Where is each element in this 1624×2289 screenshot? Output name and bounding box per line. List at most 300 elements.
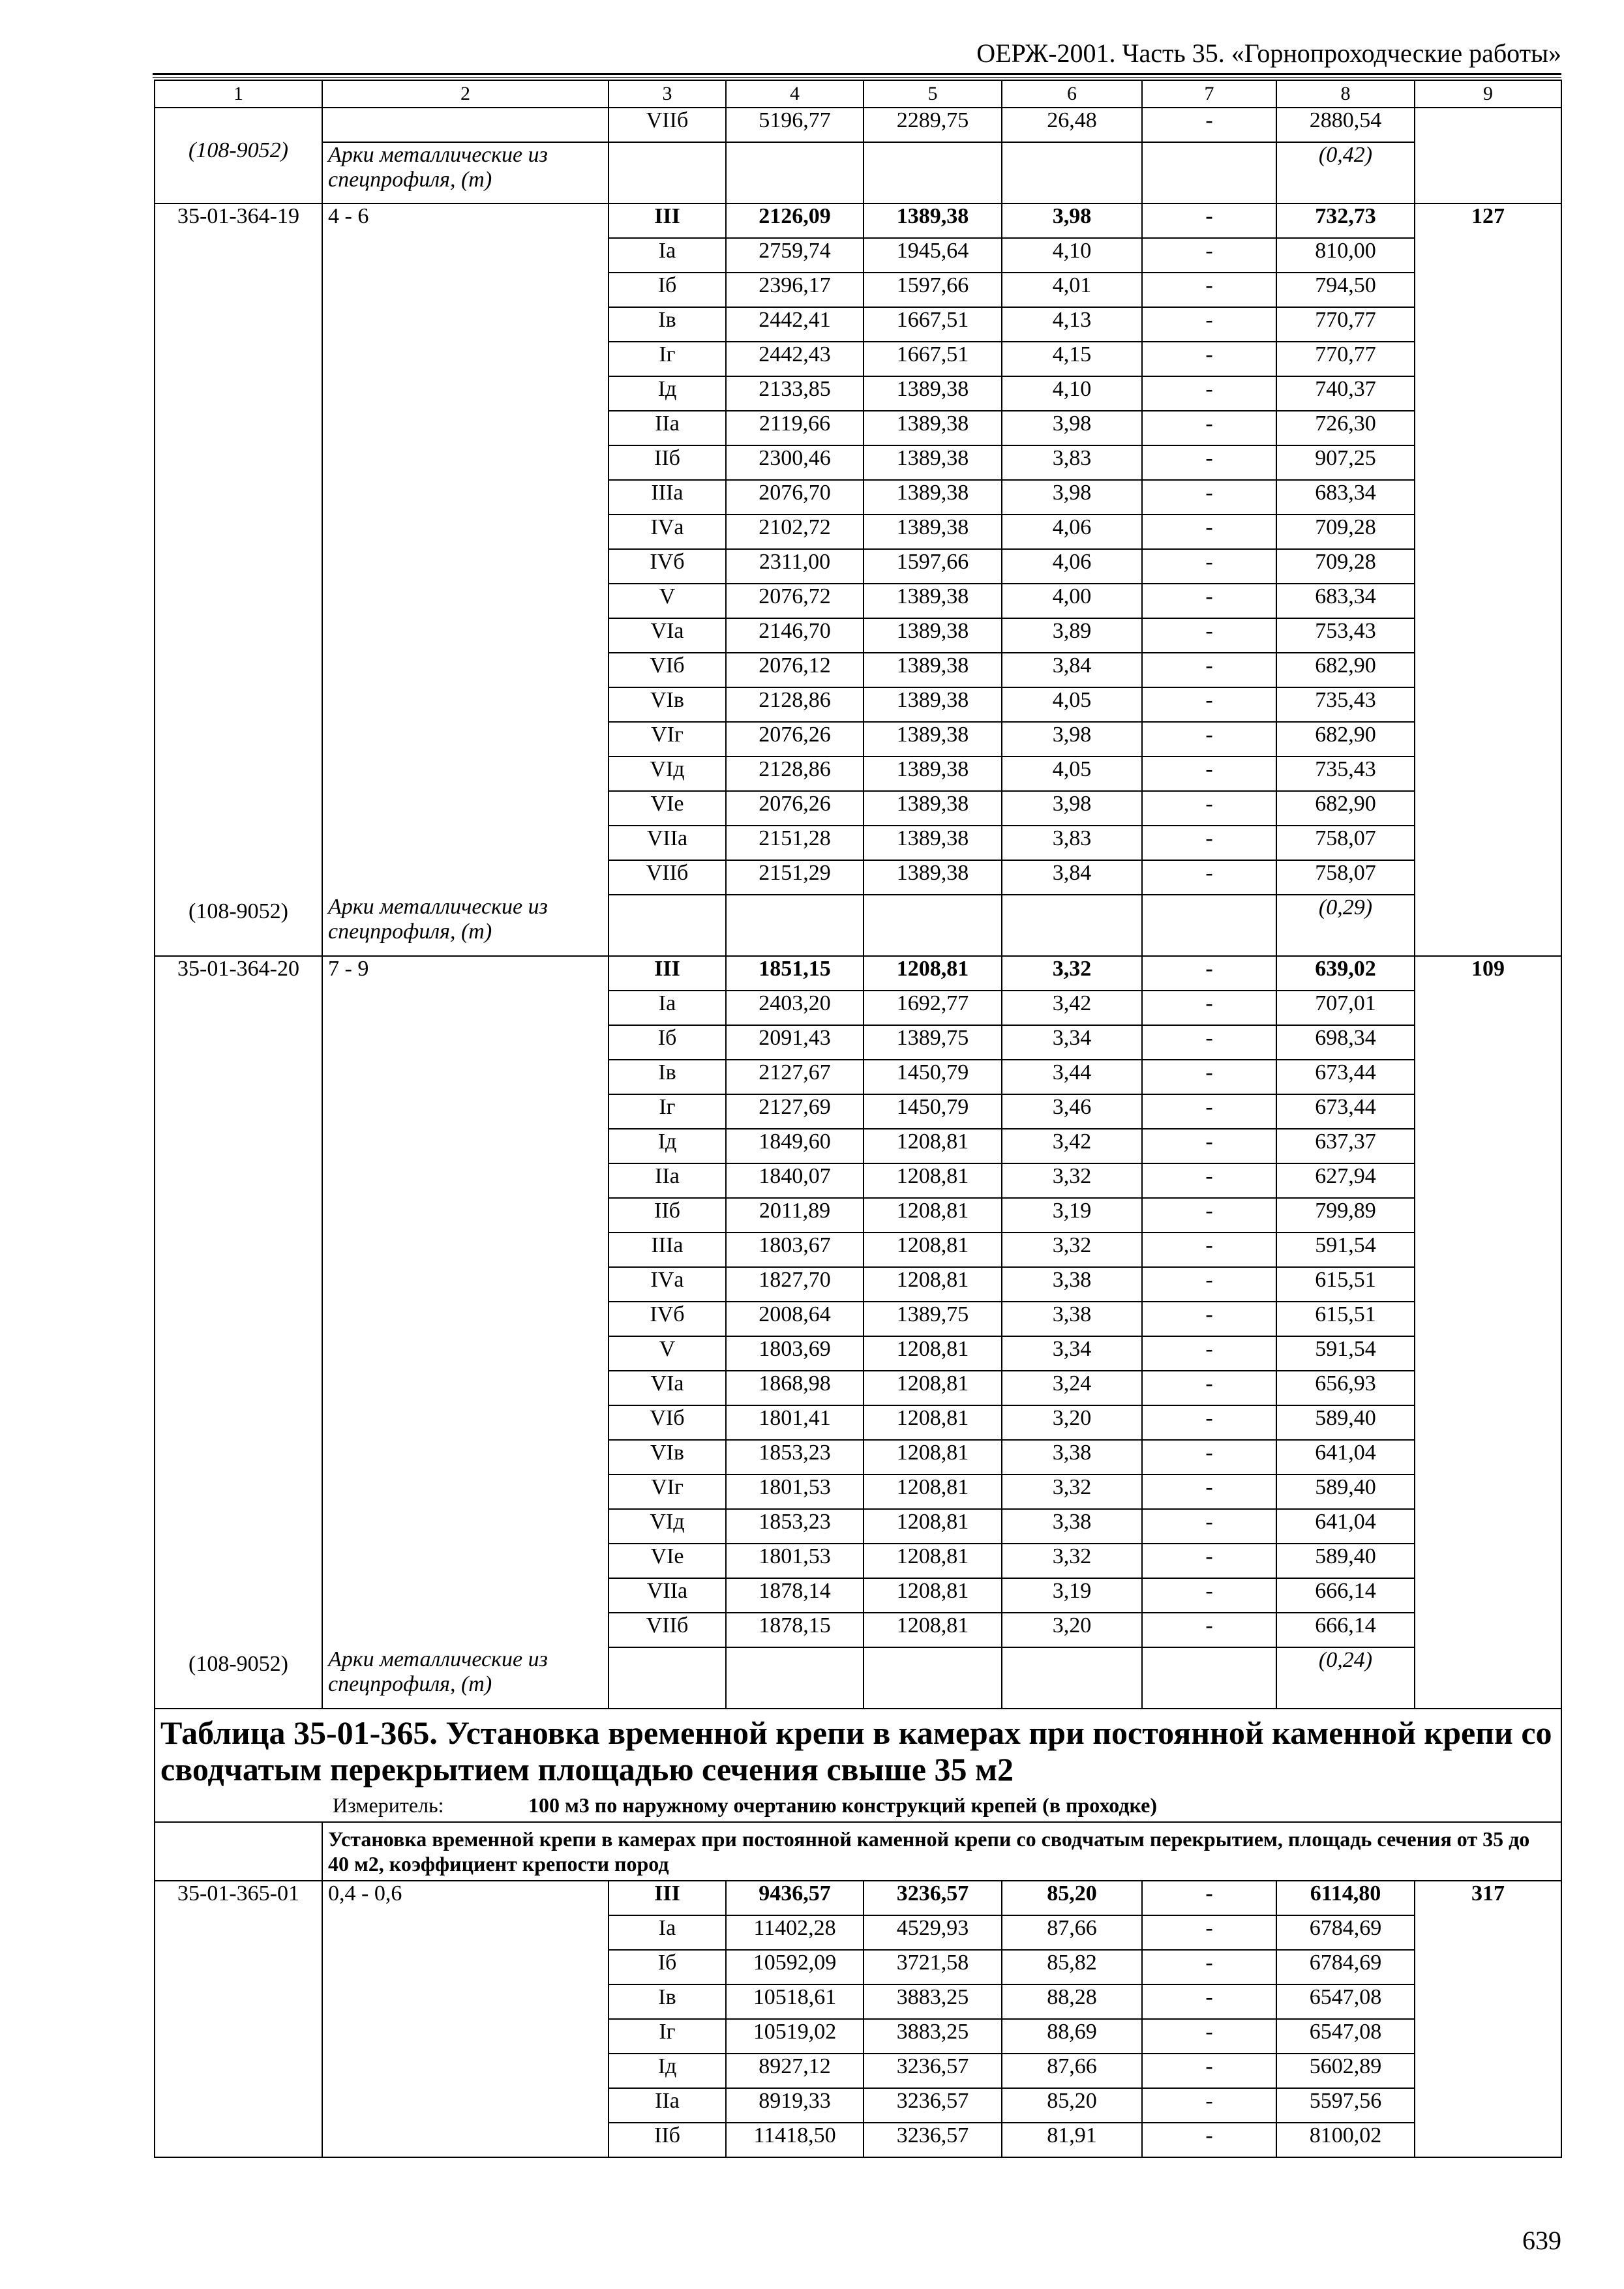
value-cell: - [1142, 515, 1276, 549]
value-cell: 10592,09 [726, 1950, 864, 1984]
value-cell: - [1142, 1915, 1276, 1950]
value-cell: 810,00 [1276, 238, 1415, 273]
value-cell: 1208,81 [864, 956, 1002, 991]
value-cell: 3,38 [1002, 1509, 1142, 1544]
value-cell: 2076,12 [726, 653, 864, 687]
material-name: Арки металлические из спецпрофиля, (т) [322, 895, 609, 956]
header-rule-thin [153, 77, 1561, 78]
item-code: 35-01-364-20 [177, 957, 299, 981]
value-cell: Iв [609, 1060, 726, 1094]
value-cell: 627,94 [1276, 1163, 1415, 1198]
table-row [155, 1881, 1561, 1915]
value-cell: - [1142, 956, 1276, 991]
value-cell: 88,69 [1002, 2019, 1142, 2054]
value-cell: Iа [609, 238, 726, 273]
value-cell: 3721,58 [864, 1950, 1002, 1984]
value-cell: Iв [609, 1984, 726, 2019]
value-cell: IIа [609, 411, 726, 445]
code-cell [155, 108, 322, 203]
value-cell: 3,20 [1002, 1405, 1142, 1440]
column-number: 7 [1142, 80, 1276, 108]
value-cell: 3,32 [1002, 1233, 1142, 1267]
value-cell: - [1142, 1198, 1276, 1233]
value-cell: 1208,81 [864, 1267, 1002, 1302]
value-cell: 1389,38 [864, 756, 1002, 791]
value-cell: - [1142, 1163, 1276, 1198]
value-cell: IIIа [609, 1233, 726, 1267]
value-cell: - [1142, 1233, 1276, 1267]
value-cell: 758,07 [1276, 826, 1415, 860]
value-cell: - [1142, 549, 1276, 584]
value-cell: 6114,80 [1276, 1881, 1415, 1915]
value-cell: 1208,81 [864, 1233, 1002, 1267]
empty-cell [1002, 895, 1142, 956]
value-cell: VIIб [609, 1613, 726, 1647]
value-cell: 2151,29 [726, 860, 864, 895]
value-cell: - [1142, 618, 1276, 653]
value-cell: - [1142, 307, 1276, 342]
value-cell: - [1142, 1025, 1276, 1060]
value-cell: IVа [609, 515, 726, 549]
value-cell: 1803,67 [726, 1233, 864, 1267]
value-cell: 1208,81 [864, 1440, 1002, 1474]
value-cell: 6547,08 [1276, 1984, 1415, 2019]
value-cell: 1667,51 [864, 307, 1002, 342]
value-cell: 3,83 [1002, 826, 1142, 860]
value-cell: 1389,38 [864, 203, 1002, 238]
value-cell: - [1142, 1371, 1276, 1405]
value-cell: 2076,26 [726, 791, 864, 826]
empty-cell [609, 1647, 726, 1709]
value-cell: Iд [609, 1129, 726, 1163]
value-cell: 1208,81 [864, 1336, 1002, 1371]
value-cell: 615,51 [1276, 1267, 1415, 1302]
value-cell: 698,34 [1276, 1025, 1415, 1060]
value-cell: 87,66 [1002, 1915, 1142, 1950]
material-code: (108-9052) [188, 899, 288, 923]
value-cell: 1389,38 [864, 445, 1002, 480]
value-cell: - [1142, 1578, 1276, 1613]
value-cell: 656,93 [1276, 1371, 1415, 1405]
value-cell: 2442,41 [726, 307, 864, 342]
value-cell: 3,98 [1002, 480, 1142, 515]
value-cell: IIб [609, 445, 726, 480]
value-cell: 3,38 [1002, 1267, 1142, 1302]
value-cell: IVа [609, 1267, 726, 1302]
value-cell: 4529,93 [864, 1915, 1002, 1950]
value-cell: 3,32 [1002, 1474, 1142, 1509]
value-cell: 8100,02 [1276, 2123, 1415, 2157]
value-cell: - [1142, 2088, 1276, 2123]
value-cell: - [1142, 1336, 1276, 1371]
rates-table-body [155, 80, 1561, 2157]
value-cell: 2403,20 [726, 991, 864, 1025]
value-cell: VIв [609, 687, 726, 722]
material-row [155, 895, 1561, 956]
value-cell: 2133,85 [726, 376, 864, 411]
value-cell: 673,44 [1276, 1094, 1415, 1129]
value-cell: 2759,74 [726, 238, 864, 273]
value-cell: VIе [609, 1544, 726, 1578]
empty-cell [726, 895, 864, 956]
value-cell: 1389,38 [864, 860, 1002, 895]
value-cell: 770,77 [1276, 307, 1415, 342]
param-cell: 7 - 9 [322, 956, 609, 1647]
value-cell: - [1142, 991, 1276, 1025]
value-cell: 1208,81 [864, 1405, 1002, 1440]
value-cell: - [1142, 826, 1276, 860]
column-number: 9 [1415, 80, 1561, 108]
value-cell: 1208,81 [864, 1129, 1002, 1163]
value-cell: 2396,17 [726, 273, 864, 307]
value-cell: IIIа [609, 480, 726, 515]
value-cell: 2128,86 [726, 687, 864, 722]
column-number: 6 [1002, 80, 1142, 108]
value-cell: 1849,60 [726, 1129, 864, 1163]
value-cell: Iа [609, 1915, 726, 1950]
value-cell: - [1142, 376, 1276, 411]
value-cell: VIд [609, 1509, 726, 1544]
value-cell: IVб [609, 1302, 726, 1336]
value-cell: - [1142, 1984, 1276, 2019]
empty-cell [726, 1647, 864, 1709]
value-cell: 907,25 [1276, 445, 1415, 480]
value-cell: 3,46 [1002, 1094, 1142, 1129]
value-cell: VIв [609, 1440, 726, 1474]
value-cell: 2091,43 [726, 1025, 864, 1060]
column-number: 3 [609, 80, 726, 108]
material-code: (108-9052) [188, 1652, 288, 1676]
value-cell: - [1142, 2019, 1276, 2054]
empty-cell [1142, 1647, 1276, 1709]
value-cell: 4,05 [1002, 687, 1142, 722]
value-cell: VIа [609, 1371, 726, 1405]
value-cell: IIб [609, 2123, 726, 2157]
value-cell: - [1142, 1440, 1276, 1474]
value-cell: - [1142, 1405, 1276, 1440]
value-cell: 3236,57 [864, 2088, 1002, 2123]
value-cell: 683,34 [1276, 480, 1415, 515]
measure-line [160, 1791, 1556, 1819]
section-title-row [155, 1822, 1561, 1881]
value-cell: - [1142, 687, 1276, 722]
value-cell: 2076,26 [726, 722, 864, 756]
value-cell: 4,10 [1002, 376, 1142, 411]
value-cell: III [609, 956, 726, 991]
value-cell: 2146,70 [726, 618, 864, 653]
material-value: (0,42) [1276, 142, 1415, 203]
empty-cell [1002, 142, 1142, 203]
col9-cell: 127 [1415, 203, 1561, 956]
empty-cell [1002, 1647, 1142, 1709]
column-number: 4 [726, 80, 864, 108]
value-cell: - [1142, 1509, 1276, 1544]
value-cell: 1208,81 [864, 1198, 1002, 1233]
table-title: Таблица 35-01-365. Установка временной крепи в камерах при постоянной каменной крепи со сводчатым перекрытием площадью сечения свыше 35 м2 [160, 1714, 1552, 1788]
value-cell: 3,42 [1002, 1129, 1142, 1163]
value-cell: 4,15 [1002, 342, 1142, 376]
param-cell [322, 108, 609, 142]
value-cell: 1450,79 [864, 1060, 1002, 1094]
value-cell: Iб [609, 1025, 726, 1060]
page-header: ОЕРЖ-2001. Часть 35. «Горнопроходческие работы» [976, 38, 1561, 68]
value-cell: 87,66 [1002, 2054, 1142, 2088]
value-cell: 6784,69 [1276, 1950, 1415, 1984]
value-cell: 2127,69 [726, 1094, 864, 1129]
table-heading [155, 1709, 1561, 1822]
param-cell: 0,4 - 0,6 [322, 1881, 609, 2157]
table-row [155, 956, 1561, 991]
value-cell: - [1142, 238, 1276, 273]
value-cell: 1208,81 [864, 1578, 1002, 1613]
value-cell: - [1142, 756, 1276, 791]
value-cell: 3,98 [1002, 203, 1142, 238]
value-cell: 1389,38 [864, 376, 1002, 411]
code-cell [155, 956, 322, 1709]
value-cell: 5196,77 [726, 108, 864, 142]
value-cell: 2127,67 [726, 1060, 864, 1094]
value-cell: Iд [609, 376, 726, 411]
empty-cell [155, 1822, 322, 1881]
value-cell: 6784,69 [1276, 1915, 1415, 1950]
value-cell: 3,84 [1002, 860, 1142, 895]
value-cell: 1851,15 [726, 956, 864, 991]
value-cell: 3,19 [1002, 1578, 1142, 1613]
value-cell: 3,34 [1002, 1025, 1142, 1060]
value-cell: - [1142, 1950, 1276, 1984]
value-cell: Iд [609, 2054, 726, 2088]
column-number: 5 [864, 80, 1002, 108]
value-cell: 2289,75 [864, 108, 1002, 142]
empty-cell [609, 895, 726, 956]
value-cell: 1853,23 [726, 1509, 864, 1544]
code-cell: 35-01-365-01 [155, 1881, 322, 2157]
material-value: (0,29) [1276, 895, 1415, 956]
value-cell: - [1142, 1881, 1276, 1915]
value-cell: 3883,25 [864, 1984, 1002, 2019]
value-cell: 641,04 [1276, 1440, 1415, 1474]
value-cell: 1208,81 [864, 1509, 1002, 1544]
item-code: 35-01-364-19 [177, 204, 299, 228]
value-cell: 709,28 [1276, 515, 1415, 549]
value-cell: 3,38 [1002, 1302, 1142, 1336]
value-cell: 591,54 [1276, 1336, 1415, 1371]
measure-value: 100 м3 по наружному очертанию конструкций крепей (в проходке) [528, 1793, 1158, 1817]
empty-cell [864, 1647, 1002, 1709]
value-cell: 4,05 [1002, 756, 1142, 791]
value-cell: VIб [609, 1405, 726, 1440]
value-cell: 1389,38 [864, 618, 1002, 653]
value-cell: 740,37 [1276, 376, 1415, 411]
value-cell: 682,90 [1276, 722, 1415, 756]
value-cell: 2442,43 [726, 342, 864, 376]
value-cell: 3,89 [1002, 618, 1142, 653]
value-cell: 4,13 [1002, 307, 1142, 342]
value-cell: 3,19 [1002, 1198, 1142, 1233]
col9-cell: 317 [1415, 1881, 1561, 2157]
value-cell: - [1142, 273, 1276, 307]
value-cell: 591,54 [1276, 1233, 1415, 1267]
column-number: 2 [322, 80, 609, 108]
value-cell: 637,37 [1276, 1129, 1415, 1163]
param-cell: 4 - 6 [322, 203, 609, 895]
table-row [155, 108, 1561, 142]
value-cell: 3883,25 [864, 2019, 1002, 2054]
value-cell: 2880,54 [1276, 108, 1415, 142]
value-cell: 1450,79 [864, 1094, 1002, 1129]
column-number: 8 [1276, 80, 1415, 108]
value-cell: 666,14 [1276, 1578, 1415, 1613]
value-cell: 1667,51 [864, 342, 1002, 376]
value-cell: 589,40 [1276, 1474, 1415, 1509]
value-cell: 666,14 [1276, 1613, 1415, 1647]
value-cell: - [1142, 860, 1276, 895]
value-cell: 735,43 [1276, 756, 1415, 791]
value-cell: 4,06 [1002, 515, 1142, 549]
value-cell: 1878,14 [726, 1578, 864, 1613]
value-cell: 641,04 [1276, 1509, 1415, 1544]
value-cell: VIг [609, 722, 726, 756]
value-cell: 799,89 [1276, 1198, 1415, 1233]
value-cell: 1389,38 [864, 653, 1002, 687]
value-cell: 1827,70 [726, 1267, 864, 1302]
value-cell: 770,77 [1276, 342, 1415, 376]
rates-table [154, 80, 1562, 2158]
value-cell: 11418,50 [726, 2123, 864, 2157]
value-cell: 5597,56 [1276, 2088, 1415, 2123]
value-cell: III [609, 1881, 726, 1915]
value-cell: - [1142, 1474, 1276, 1509]
value-cell: - [1142, 1267, 1276, 1302]
value-cell: 1208,81 [864, 1163, 1002, 1198]
value-cell: 1389,38 [864, 584, 1002, 618]
value-cell: 1389,38 [864, 826, 1002, 860]
value-cell: 81,91 [1002, 2123, 1142, 2157]
value-cell: III [609, 203, 726, 238]
value-cell: Iг [609, 2019, 726, 2054]
value-cell: VIа [609, 618, 726, 653]
value-cell: 10519,02 [726, 2019, 864, 2054]
value-cell: 3,20 [1002, 1613, 1142, 1647]
value-cell: 3,32 [1002, 1163, 1142, 1198]
value-cell: 758,07 [1276, 860, 1415, 895]
value-cell: Iг [609, 1094, 726, 1129]
value-cell: 1597,66 [864, 549, 1002, 584]
value-cell: 1389,38 [864, 411, 1002, 445]
value-cell: 2311,00 [726, 549, 864, 584]
value-cell: IIа [609, 1163, 726, 1198]
value-cell: 3,24 [1002, 1371, 1142, 1405]
value-cell: 1208,81 [864, 1544, 1002, 1578]
value-cell: - [1142, 1060, 1276, 1094]
value-cell: 85,82 [1002, 1950, 1142, 1984]
value-cell: 1801,41 [726, 1405, 864, 1440]
empty-cell [1142, 142, 1276, 203]
value-cell: - [1142, 480, 1276, 515]
value-cell: 3,98 [1002, 411, 1142, 445]
value-cell: Iг [609, 342, 726, 376]
value-cell: 1389,38 [864, 791, 1002, 826]
column-number-row [155, 80, 1561, 108]
value-cell: 2076,72 [726, 584, 864, 618]
value-cell: 1208,81 [864, 1371, 1002, 1405]
value-cell: Iб [609, 1950, 726, 1984]
value-cell: 1801,53 [726, 1474, 864, 1509]
value-cell: - [1142, 2054, 1276, 2088]
value-cell: Iа [609, 991, 726, 1025]
value-cell: - [1142, 203, 1276, 238]
value-cell: V [609, 1336, 726, 1371]
value-cell: 589,40 [1276, 1544, 1415, 1578]
value-cell: 3,98 [1002, 791, 1142, 826]
value-cell: VIIа [609, 826, 726, 860]
value-cell: 1945,64 [864, 238, 1002, 273]
page-number: 639 [1522, 2226, 1561, 2255]
value-cell: IVб [609, 549, 726, 584]
value-cell: 1389,75 [864, 1302, 1002, 1336]
empty-cell [1142, 895, 1276, 956]
empty-cell [864, 895, 1002, 956]
value-cell: 1389,38 [864, 687, 1002, 722]
value-cell: 85,20 [1002, 2088, 1142, 2123]
value-cell: 1878,15 [726, 1613, 864, 1647]
material-row [155, 142, 1561, 203]
value-cell: 3,83 [1002, 445, 1142, 480]
value-cell: - [1142, 1129, 1276, 1163]
empty-cell [864, 142, 1002, 203]
material-name: Арки металлические из спецпрофиля, (т) [322, 1647, 609, 1709]
value-cell: 26,48 [1002, 108, 1142, 142]
value-cell: 2128,86 [726, 756, 864, 791]
value-cell: VIIб [609, 860, 726, 895]
value-cell: 3236,57 [864, 2123, 1002, 2157]
measure-label: Измеритель: [333, 1793, 444, 1817]
value-cell: 2076,70 [726, 480, 864, 515]
value-cell: 3236,57 [864, 1881, 1002, 1915]
value-cell: 2011,89 [726, 1198, 864, 1233]
value-cell: 2151,28 [726, 826, 864, 860]
value-cell: 794,50 [1276, 273, 1415, 307]
value-cell: VIIа [609, 1578, 726, 1613]
value-cell: 589,40 [1276, 1405, 1415, 1440]
value-cell: 726,30 [1276, 411, 1415, 445]
value-cell: 3,98 [1002, 722, 1142, 756]
col9-cell [1415, 108, 1561, 203]
value-cell: 8927,12 [726, 2054, 864, 2088]
value-cell: 1389,75 [864, 1025, 1002, 1060]
value-cell: - [1142, 1094, 1276, 1129]
value-cell: 2102,72 [726, 515, 864, 549]
value-cell: 3,32 [1002, 956, 1142, 991]
value-cell: 3236,57 [864, 2054, 1002, 2088]
value-cell: 673,44 [1276, 1060, 1415, 1094]
value-cell: 753,43 [1276, 618, 1415, 653]
value-cell: - [1142, 1613, 1276, 1647]
value-cell: 1803,69 [726, 1336, 864, 1371]
value-cell: 10518,61 [726, 1984, 864, 2019]
section-title: Установка временной крепи в камерах при постоянной каменной крепи со сводчатым перекрытием, площадь сечения от 35 до 40 м2, коэффициент крепости пород [322, 1822, 1561, 1881]
value-cell: 2300,46 [726, 445, 864, 480]
value-cell: - [1142, 1302, 1276, 1336]
value-cell: 4,00 [1002, 584, 1142, 618]
column-number: 1 [155, 80, 322, 108]
value-cell: Iв [609, 307, 726, 342]
value-cell: 1692,77 [864, 991, 1002, 1025]
value-cell: IIб [609, 1198, 726, 1233]
value-cell: 3,34 [1002, 1336, 1142, 1371]
value-cell: - [1142, 445, 1276, 480]
value-cell: 4,01 [1002, 273, 1142, 307]
